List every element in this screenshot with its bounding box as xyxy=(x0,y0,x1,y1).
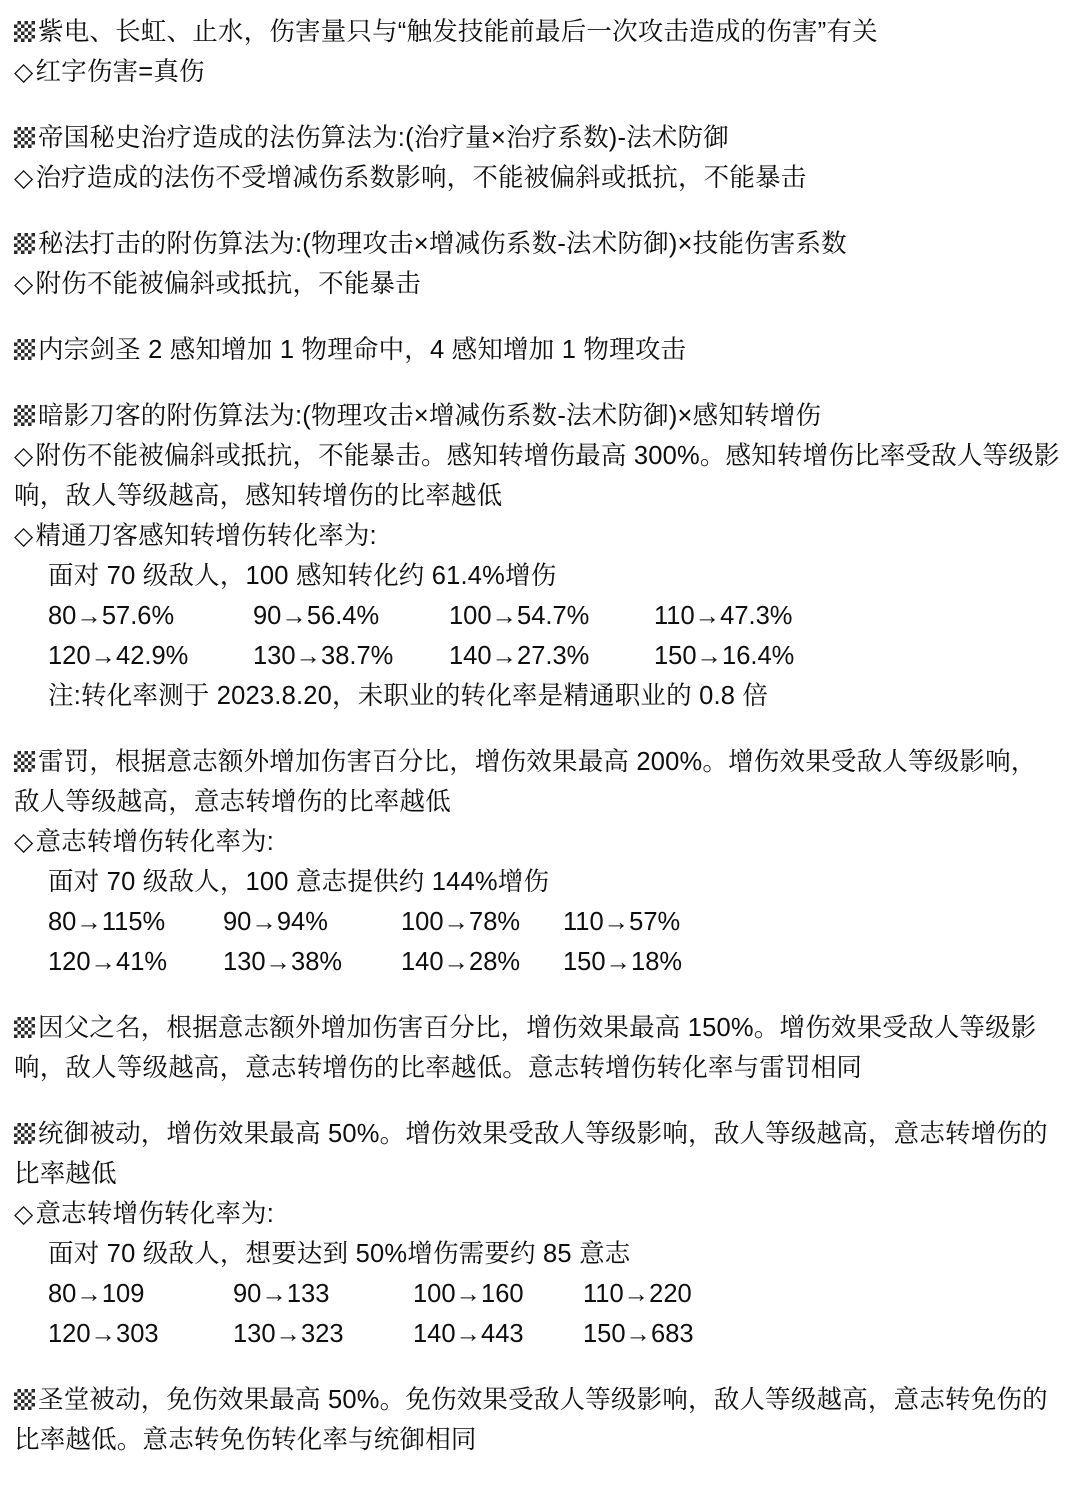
line-text: 雷罚，根据意志额外增加伤害百分比，增伤效果最高 200%。增伤效果受敌人等级影响，敌人等级越高，意志转增伤的比率越低 xyxy=(14,748,1037,816)
line-text: 治疗造成的法伤不受增减伤系数影响，不能被偏斜或抵抗，不能暴击 xyxy=(35,164,807,192)
conversion-rate-cell: 150→18% xyxy=(563,948,683,976)
conversion-rate-cell: 100→160 xyxy=(413,1280,524,1308)
conversion-rate-cell: 100→54.7% xyxy=(449,602,590,630)
conversion-rate-cell: 150→683 xyxy=(583,1320,694,1348)
diamond-bullet-icon: ◇ xyxy=(14,164,34,192)
line-text: 统御被动，增伤效果最高 50%。增伤效果受敌人等级影响，敌人等级越高，意志转增伤的比率越低 xyxy=(14,1120,1048,1188)
conversion-rate-cell: 130→38% xyxy=(223,948,343,976)
note-line xyxy=(14,436,1062,516)
conversion-rate-cell: 120→42.9% xyxy=(48,642,189,670)
block-arcane-strike xyxy=(14,224,1062,304)
block-shadow-blade xyxy=(14,396,1062,716)
line-text: 圣堂被动，免伤效果最高 50%。免伤效果受敌人等级影响，敌人等级越高，意志转免伤的比率越低。意志转免伤转化率与统御相同 xyxy=(14,1386,1048,1454)
diamond-bullet-icon: ◇ xyxy=(14,522,34,550)
conversion-rate-cell: 140→27.3% xyxy=(449,642,590,670)
checker-bullet-icon xyxy=(14,1017,35,1038)
heading-line xyxy=(14,224,1062,264)
detail-line xyxy=(14,556,1062,596)
detail-line xyxy=(14,1234,1062,1274)
line-text: 因父之名，根据意志额外增加伤害百分比，增伤效果最高 150%。增伤效果受敌人等级影响，敌人等级越高，意志转增伤的比率越低。意志转增伤转化率与雷罚相同 xyxy=(14,1014,1037,1082)
conversion-rate-cell: 90→133 xyxy=(233,1280,330,1308)
heading-line xyxy=(14,742,1062,822)
heading-line xyxy=(14,1114,1062,1194)
heading-line xyxy=(14,1008,1062,1088)
heading-line xyxy=(14,1380,1062,1460)
block-in-the-name-of-the-father xyxy=(14,1008,1062,1088)
line-text: 帝国秘史治疗造成的法伤算法为:(治疗量×治疗系数)-法术防御 xyxy=(38,124,729,152)
conversion-rate-cell: 80→57.6% xyxy=(48,602,175,630)
block-inner-sect-swordsman xyxy=(14,330,1062,370)
note-line xyxy=(14,52,1062,92)
block-empire-secret-history xyxy=(14,118,1062,198)
line-text: 附伤不能被偏斜或抵抗，不能暴击 xyxy=(35,270,421,298)
diamond-bullet-icon: ◇ xyxy=(14,58,34,86)
diamond-bullet-icon: ◇ xyxy=(14,270,34,298)
conversion-rate-cell: 140→443 xyxy=(413,1320,524,1348)
note-line xyxy=(14,264,1062,304)
conversion-rate-cell: 110→220 xyxy=(583,1280,692,1308)
line-text: 意志转增伤转化率为: xyxy=(35,1200,275,1228)
document-body xyxy=(14,12,1062,1460)
line-text: 秘法打击的附伤算法为:(物理攻击×增减伤系数-法术防御)×技能伤害系数 xyxy=(38,230,847,258)
note-line xyxy=(14,158,1062,198)
line-text: 面对 70 级敌人，100 意志提供约 144%增伤 xyxy=(48,868,550,896)
conversion-rate-cell: 120→303 xyxy=(48,1320,159,1348)
conversion-rate-row xyxy=(14,636,1062,676)
conversion-rate-cell: 90→94% xyxy=(223,908,328,936)
line-text: 精通刀客感知转增伤转化率为: xyxy=(35,522,377,550)
checker-bullet-icon xyxy=(14,405,35,426)
block-dominion-passive xyxy=(14,1114,1062,1354)
line-text: 暗影刀客的附伤算法为:(物理攻击×增减伤系数-法术防御)×感知转增伤 xyxy=(38,402,822,430)
conversion-rate-row xyxy=(14,1314,1062,1354)
checker-bullet-icon xyxy=(14,751,35,772)
conversion-rate-cell: 140→28% xyxy=(401,948,521,976)
checker-bullet-icon xyxy=(14,1389,35,1410)
line-text: 注:转化率测于 2023.8.20，未职业的转化率是精通职业的 0.8 倍 xyxy=(48,682,769,710)
conversion-rate-cell: 130→38.7% xyxy=(253,642,394,670)
conversion-rate-row xyxy=(14,1274,1062,1314)
line-text: 内宗剑圣 2 感知增加 1 物理命中，4 感知增加 1 物理攻击 xyxy=(38,336,687,364)
line-text: 意志转增伤转化率为: xyxy=(35,828,275,856)
heading-line xyxy=(14,330,1062,370)
conversion-rate-cell: 150→16.4% xyxy=(654,642,795,670)
line-text: 红字伤害=真伤 xyxy=(35,58,205,86)
conversion-rate-cell: 90→56.4% xyxy=(253,602,380,630)
line-text: 附伤不能被偏斜或抵抗，不能暴击。感知转增伤最高 300%。感知转增伤比率受敌人等级影响，敌人等级越高，感知转增伤的比率越低 xyxy=(14,442,1060,510)
conversion-rate-cell: 130→323 xyxy=(233,1320,344,1348)
detail-line xyxy=(14,862,1062,902)
line-text: 面对 70 级敌人，想要达到 50%增伤需要约 85 意志 xyxy=(48,1240,631,1268)
diamond-bullet-icon: ◇ xyxy=(14,442,34,470)
checker-bullet-icon xyxy=(14,21,35,42)
detail-line xyxy=(14,676,1062,716)
diamond-bullet-icon: ◇ xyxy=(14,828,34,856)
block-thunder-punishment xyxy=(14,742,1062,982)
conversion-rate-row xyxy=(14,902,1062,942)
note-line xyxy=(14,822,1062,862)
line-text: 面对 70 级敌人，100 感知转化约 61.4%增伤 xyxy=(48,562,557,590)
heading-line xyxy=(14,12,1062,52)
conversion-rate-cell: 110→47.3% xyxy=(654,602,793,630)
conversion-rate-cell: 110→57% xyxy=(563,908,681,936)
conversion-rate-cell: 120→41% xyxy=(48,948,168,976)
checker-bullet-icon xyxy=(14,127,35,148)
conversion-rate-row xyxy=(14,596,1062,636)
diamond-bullet-icon: ◇ xyxy=(14,1200,34,1228)
checker-bullet-icon xyxy=(14,339,35,360)
conversion-rate-cell: 100→78% xyxy=(401,908,521,936)
note-line xyxy=(14,516,1062,556)
conversion-rate-cell: 80→115% xyxy=(48,908,166,936)
block-sanctuary-passive xyxy=(14,1380,1062,1460)
block-purple-lightning xyxy=(14,12,1062,92)
heading-line xyxy=(14,396,1062,436)
line-text: 紫电、长虹、止水，伤害量只与“触发技能前最后一次攻击造成的伤害”有关 xyxy=(38,18,878,46)
checker-bullet-icon xyxy=(14,233,35,254)
conversion-rate-row xyxy=(14,942,1062,982)
heading-line xyxy=(14,118,1062,158)
checker-bullet-icon xyxy=(14,1123,35,1144)
conversion-rate-cell: 80→109 xyxy=(48,1280,145,1308)
note-line xyxy=(14,1194,1062,1234)
